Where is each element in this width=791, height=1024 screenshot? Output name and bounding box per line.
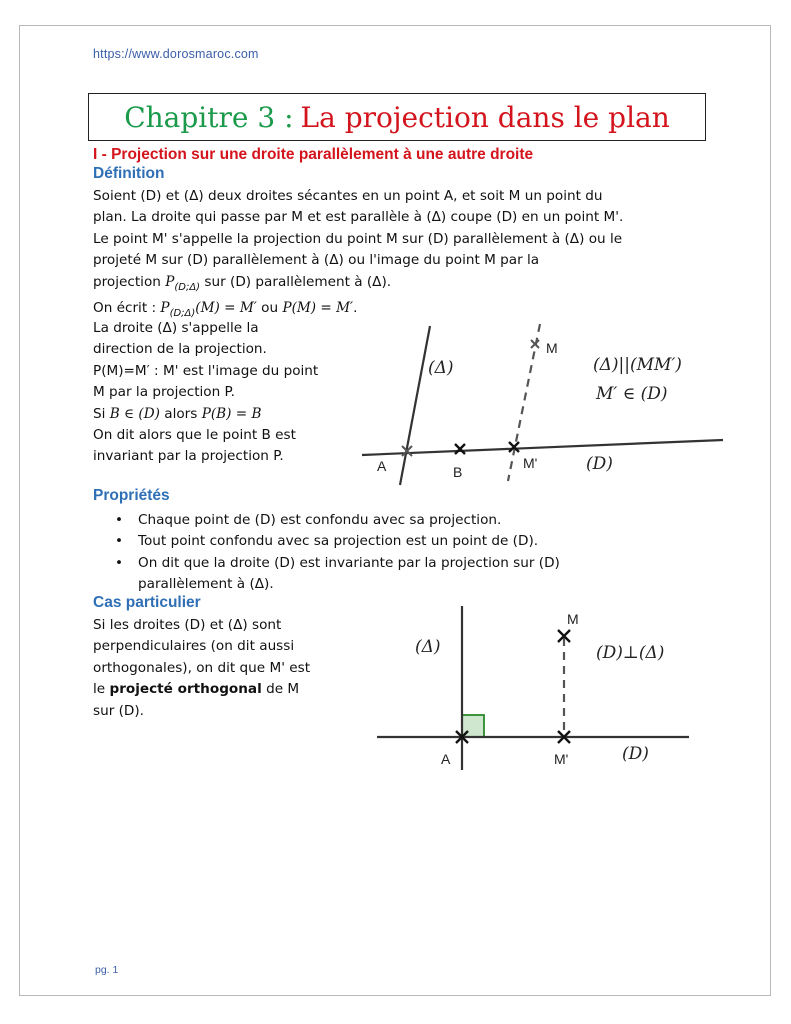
bold-term: projecté orthogonal <box>109 681 262 698</box>
math-expression: (M) = M′ <box>195 300 257 317</box>
special-case-paragraph <box>93 615 310 722</box>
label-M: M <box>567 611 579 627</box>
point-B-marker <box>455 444 465 454</box>
label-A: A <box>441 751 451 767</box>
text-line: La droite (Δ) s'appelle la <box>93 320 259 336</box>
list-item-continuation: parallèlement à (Δ). <box>138 576 274 592</box>
projection-figure <box>350 318 730 493</box>
text-fragment: le <box>93 681 110 698</box>
definition-line <box>93 272 693 298</box>
label-A: A <box>377 458 387 474</box>
label-perpendicular-relation: (D)⊥(Δ) <box>596 643 665 663</box>
definition-heading: Définition <box>93 165 165 182</box>
definition-line: Le point M' s'appelle la projection du point M sur (D) parallèlement à (Δ) ou le <box>93 230 623 247</box>
text-fragment: . <box>353 300 358 317</box>
label-delta: (Δ) <box>415 637 441 657</box>
text-fragment: Si <box>93 405 110 422</box>
chapter-title <box>88 93 706 141</box>
text-line: On dit alors que le point B est <box>93 427 296 444</box>
direction-paragraph <box>93 318 318 468</box>
text-fragment: On écrit : <box>93 300 161 317</box>
page-number: pg. 1 <box>95 964 119 976</box>
section-heading: I - Projection sur une droite parallèlement à une autre droite <box>93 146 534 163</box>
label-D: (D) <box>586 454 613 474</box>
text-line: direction de la projection. <box>93 341 267 358</box>
math-expression: P(B) = B <box>201 405 262 422</box>
text-line: P(M)=M′ : M' est l'image du point <box>93 362 319 379</box>
math-expression: P(M) = M′ <box>282 300 354 317</box>
text-fragment: alors <box>159 405 202 422</box>
text-line: perpendiculaires (on dit aussi <box>93 638 295 655</box>
line-D <box>362 440 723 455</box>
label-parallel-relation: (Δ)||(MM′) <box>593 355 682 375</box>
text-line <box>93 679 310 700</box>
header-url[interactable]: https://www.dorosmaroc.com <box>93 47 259 61</box>
line-delta <box>400 326 430 485</box>
label-Mp: M' <box>523 455 538 471</box>
label-M: M <box>546 340 558 356</box>
math-subscript: (D;Δ) <box>174 281 201 293</box>
title-chapter-number: Chapitre 3 : <box>124 100 294 134</box>
text-line <box>93 404 318 425</box>
orthogonal-projection-figure <box>370 600 700 775</box>
label-D: (D) <box>622 744 649 764</box>
math-subscript: (D;Δ) <box>169 308 196 320</box>
properties-heading: Propriétés <box>93 487 170 504</box>
properties-list <box>113 510 560 574</box>
label-B: B <box>453 464 463 480</box>
point-M-marker <box>531 340 539 348</box>
text-fragment: ou <box>256 300 283 317</box>
list-item: • Tout point confondu avec sa projection est un point de (D). <box>113 531 560 552</box>
definition-line: plan. La droite qui passe par M et est parallèle à (Δ) coupe (D) en un point M'. <box>93 209 624 226</box>
label-membership-relation: M′ ∈ (D) <box>596 384 668 404</box>
list-item: • On dit que la droite (D) est invariante par la projection sur (D) <box>113 553 560 574</box>
text-line: sur (D). <box>93 702 145 719</box>
text-line: M par la projection P. <box>93 384 235 401</box>
title-chapter-name: La projection dans le plan <box>300 100 670 134</box>
text-line: Si les droites (D) et (Δ) sont <box>93 617 282 633</box>
definition-paragraph <box>93 186 693 324</box>
math-P: P <box>160 300 170 317</box>
text-line: orthogonales), on dit que M' est <box>93 659 311 676</box>
list-item: • Chaque point de (D) est confondu avec sa projection. <box>113 510 560 531</box>
label-Mp: M' <box>554 751 569 767</box>
label-delta: (Δ) <box>428 358 454 378</box>
definition-line: Soient (D) et (Δ) deux droites sécantes en un point A, et soit M un point du <box>93 188 603 204</box>
definition-line: projeté M sur (D) parallèlement à (Δ) ou l'image du point M par la <box>93 252 540 269</box>
text-fragment: de M <box>261 681 300 698</box>
math-expression: B ∈ (D) <box>109 405 160 422</box>
text-fragment: projection <box>93 273 166 290</box>
text-fragment: sur (D) parallèlement à (Δ). <box>200 273 392 290</box>
text-line: invariant par la projection P. <box>93 448 284 465</box>
special-case-heading: Cas particulier <box>93 594 201 611</box>
math-P: P <box>165 273 175 290</box>
